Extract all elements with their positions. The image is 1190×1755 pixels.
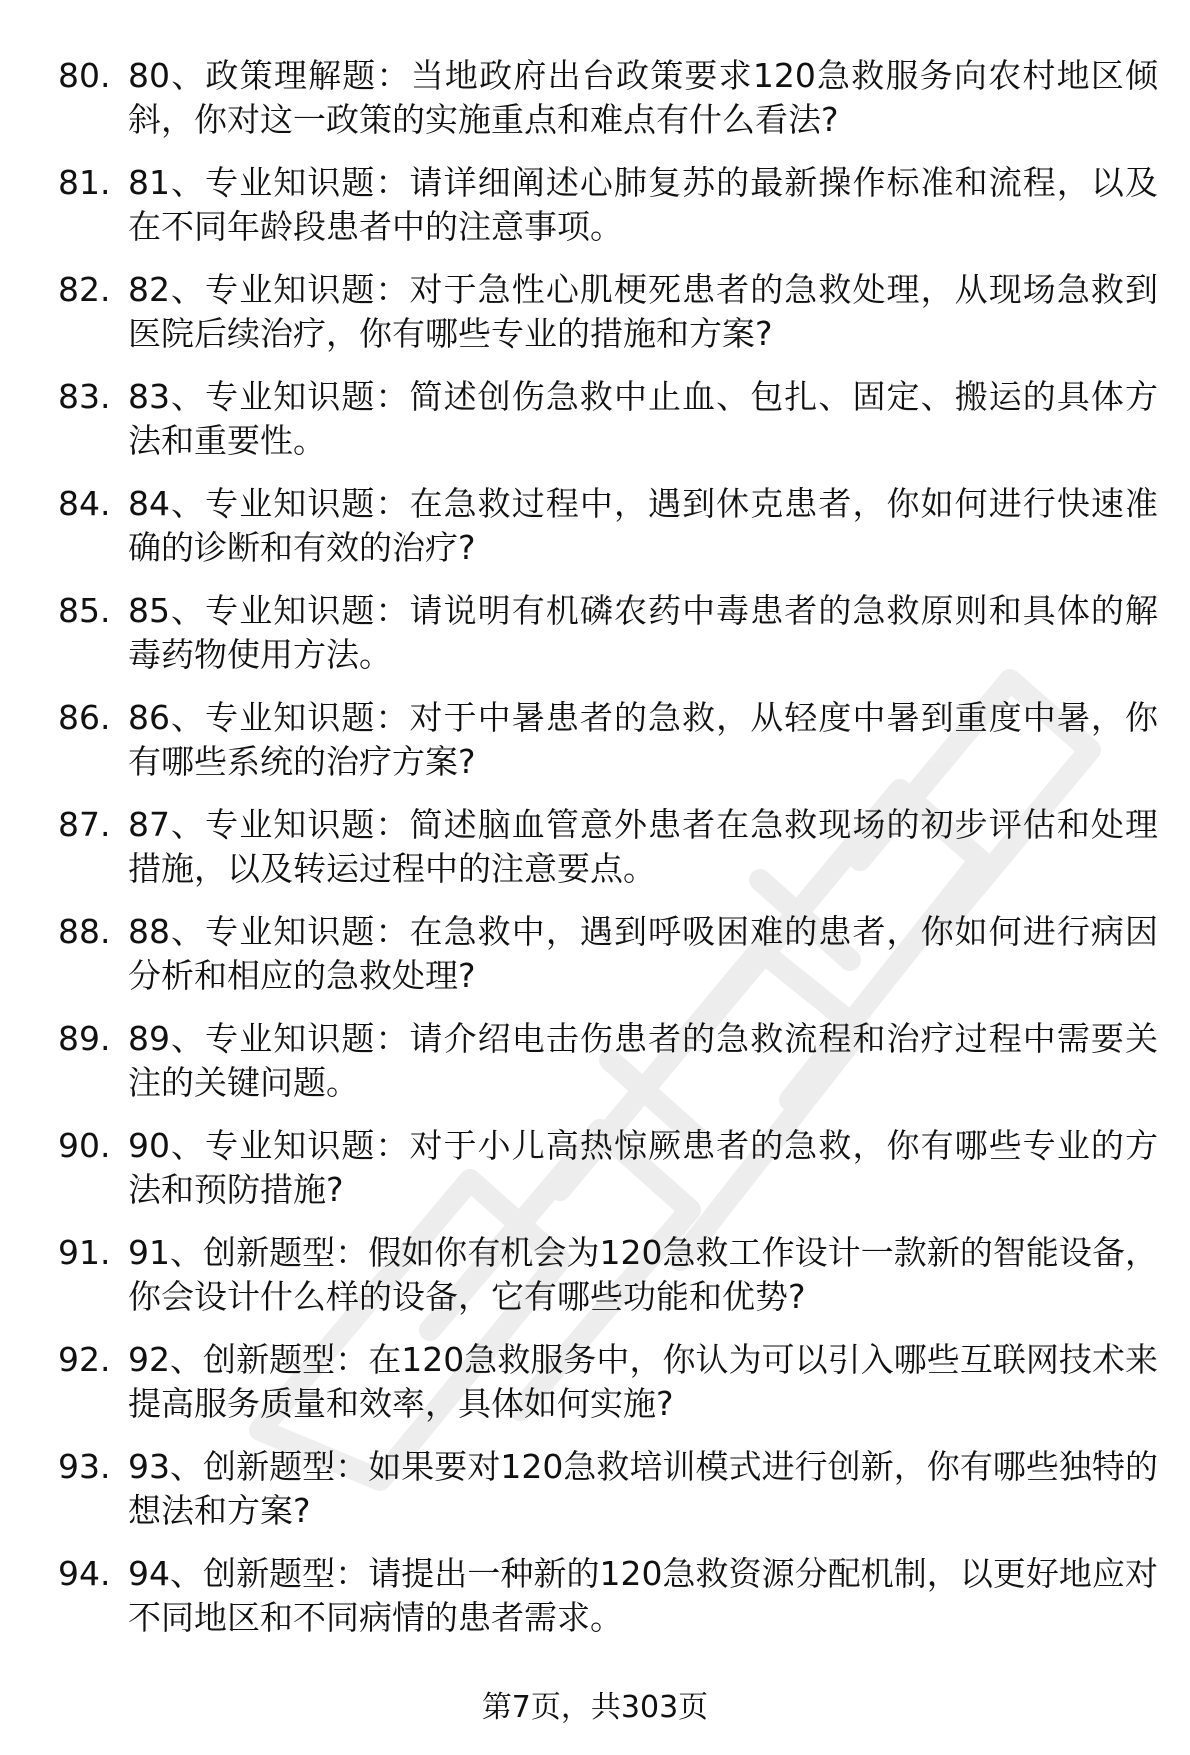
item-text: 91、创新题型：假如你有机会为120急救工作设计一款新的智能设备，你会设计什么样的设备，它有哪些功能和优势? — [128, 1233, 1158, 1316]
item-text: 90、专业知识题：对于小儿高热惊厥患者的急救，你有哪些专业的方法和预防措施? — [128, 1126, 1158, 1209]
item-number: 80. — [58, 56, 111, 95]
item-text: 82、专业知识题：对于急性心肌梗死患者的急救处理，从现场急救到医院后续治疗，你有哪些专业的措施和方案? — [128, 270, 1158, 353]
item-text: 80、政策理解题：当地政府出台政策要求120急救服务向农村地区倾斜，你对这一政策的实施重点和难点有什么看法? — [128, 56, 1158, 139]
item-text: 93、创新题型：如果要对120急救培训模式进行创新，你有哪些独特的想法和方案? — [128, 1447, 1158, 1530]
item-number: 81. — [58, 163, 111, 202]
item-number: 90. — [58, 1126, 111, 1165]
list-item — [58, 589, 1158, 696]
item-number: 83. — [58, 377, 111, 416]
item-text: 92、创新题型：在120急救服务中，你认为可以引入哪些互联网技术来提高服务质量和效率，具体如何实施? — [128, 1340, 1158, 1423]
item-text: 87、专业知识题：简述脑血管意外患者在急救现场的初步评估和处理措施，以及转运过程中的注意要点。 — [128, 805, 1158, 888]
list-item — [58, 268, 1158, 375]
list-item — [58, 1017, 1158, 1124]
list-item — [58, 161, 1158, 268]
item-text: 83、专业知识题：简述创伤急救中止血、包扎、固定、搬运的具体方法和重要性。 — [128, 377, 1158, 460]
item-text: 94、创新题型：请提出一种新的120急救资源分配机制，以更好地应对不同地区和不同病情的患者需求。 — [128, 1554, 1158, 1637]
list-item — [58, 375, 1158, 482]
item-number: 94. — [58, 1554, 111, 1593]
item-text: 84、专业知识题：在急救过程中，遇到休克患者，你如何进行快速准确的诊断和有效的治疗? — [128, 484, 1158, 567]
list-item — [58, 1552, 1158, 1659]
list-item — [58, 1231, 1158, 1338]
page-number: 第7页，共303页 — [481, 1690, 709, 1725]
item-text: 89、专业知识题：请介绍电击伤患者的急救流程和治疗过程中需要关注的关键问题。 — [128, 1019, 1158, 1102]
item-number: 87. — [58, 805, 111, 844]
item-number: 91. — [58, 1233, 111, 1272]
list-item — [58, 696, 1158, 803]
item-number: 88. — [58, 912, 111, 951]
question-list — [58, 54, 1158, 1659]
item-text: 86、专业知识题：对于中暑患者的急救，从轻度中暑到重度中暑，你有哪些系统的治疗方案? — [128, 698, 1158, 781]
list-item — [58, 803, 1158, 910]
item-number: 85. — [58, 591, 111, 630]
list-item — [58, 1124, 1158, 1231]
list-item — [58, 1445, 1158, 1552]
item-number: 92. — [58, 1340, 111, 1379]
list-item — [58, 54, 1158, 161]
list-item — [58, 910, 1158, 1017]
item-number: 89. — [58, 1019, 111, 1058]
list-item — [58, 1338, 1158, 1445]
item-number: 84. — [58, 484, 111, 523]
item-number: 82. — [58, 270, 111, 309]
list-item — [58, 482, 1158, 589]
item-text: 85、专业知识题：请说明有机磷农药中毒患者的急救原则和具体的解毒药物使用方法。 — [128, 591, 1158, 674]
item-text: 88、专业知识题：在急救中，遇到呼吸困难的患者，你如何进行病因分析和相应的急救处理? — [128, 912, 1158, 995]
item-number: 86. — [58, 698, 111, 737]
item-text: 81、专业知识题：请详细阐述心肺复苏的最新操作标准和流程，以及在不同年龄段患者中的注意事项。 — [128, 163, 1158, 246]
item-number: 93. — [58, 1447, 111, 1486]
